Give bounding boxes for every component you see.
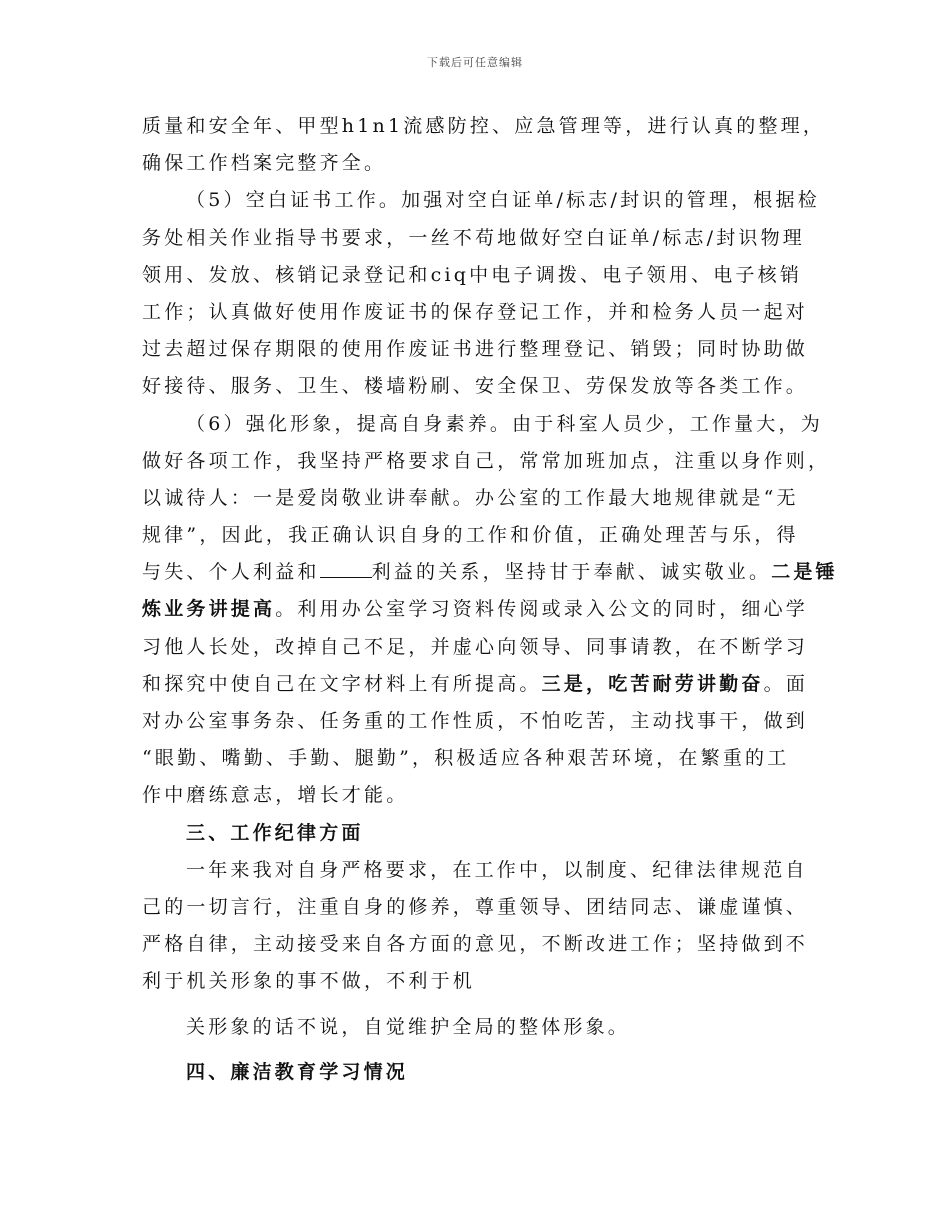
paragraph-line: 习他人长处，改掉自己不足，并虚心向领导、同事请教，在不断学习 — [142, 635, 809, 658]
paragraph-line: 以诚待人：一是爱岗敬业讲奉献。办公室的工作最大地规律就是“无 — [142, 486, 799, 509]
bold-emphasis: 炼业务讲提高 — [142, 598, 276, 621]
document-body — [142, 108, 838, 1091]
paragraph-line: 做好各项工作，我坚持严格要求自己，常常加班加点，注重以身作则， — [142, 449, 831, 472]
paragraph-line: 务处相关作业指导书要求，一丝不苟地做好空白证单/标志/封识物理 — [142, 226, 806, 249]
paragraph-line: 确保工作档案完整齐全。 — [142, 152, 387, 175]
line-text: 利益的关系，坚持甘于奉献、诚实敬业。 — [371, 561, 772, 584]
blank-underline — [320, 559, 372, 578]
page-header-note: 下载后可任意编辑 — [427, 56, 523, 69]
paragraph-line: 作中磨练意志，增长才能。 — [142, 784, 409, 807]
paragraph-line: 严格自律，主动接受来自各方面的意见，不断改进工作；坚持做到不 — [142, 933, 809, 956]
paragraph-line: 好接待、服务、卫生、楼墙粉刷、安全保卫、劳保发放等各类工作。 — [142, 375, 809, 398]
line-text: 与失、个人利益和 — [142, 561, 320, 584]
paragraph-line: 关形象的话不说，自觉维护全局的整体形象。 — [186, 1015, 631, 1038]
section-heading: 三、工作纪律方面 — [186, 821, 364, 844]
paragraph-line: 过去超过保存期限的使用作废证书进行整理登记、销毁；同时协助做 — [142, 338, 809, 361]
section-heading: 四、廉洁教育学习情况 — [186, 1060, 409, 1083]
paragraph-line: 规律”，因此，我正确认识自身的工作和价值，正确处理苦与乐，得 — [142, 524, 799, 547]
paragraph-line: 质量和安全年、甲型h1n1流感防控、应急管理等，进行认真的整理， — [142, 115, 826, 137]
paragraph-line: 对办公室事务杂、任务重的工作性质，不怕吃苦，主动找事干，做到 — [142, 710, 809, 732]
bold-emphasis: 三是，吃苦耐劳讲勤奋 — [541, 672, 764, 695]
line-text: 和探究中使自己在文字材料上有所提高。 — [142, 672, 542, 695]
line-text: 。面 — [763, 672, 809, 695]
paragraph-line: （5）空白证书工作。加强对空白证单/标志/封识的管理，根据检 — [186, 189, 820, 212]
paragraph-line: 一年来我对自身严格要求，在工作中，以制度、纪律法律规范自 — [186, 858, 808, 881]
paragraph-line: 己的一切言行，注重自身的修养，尊重领导、团结同志、谦虚谨慎、 — [142, 895, 809, 918]
paragraph-line — [142, 554, 838, 591]
paragraph-line — [142, 591, 812, 628]
paragraph-line — [142, 666, 812, 703]
paragraph-line: “眼勤、嘴勤、手勤、腿勤”，积极适应各种艰苦环境，在繁重的工 — [142, 747, 790, 770]
paragraph-line: （6）强化形象，提高自身素养。由于科室人员少，工作量大，为 — [186, 412, 823, 435]
bold-emphasis: 二是锤 — [771, 561, 838, 584]
paragraph-line: 领用、发放、核销记录登记和ciq中电子调拨、电子领用、电子核销 — [142, 263, 803, 286]
line-text: 。利用办公室学习资料传阅或录入公文的同时，细心学 — [275, 598, 809, 621]
paragraph-line: 工作；认真做好使用作废证书的保存登记工作，并和检务人员一起对 — [142, 300, 809, 323]
paragraph-line: 利于机关形象的事不做，不利于机 — [142, 970, 476, 993]
